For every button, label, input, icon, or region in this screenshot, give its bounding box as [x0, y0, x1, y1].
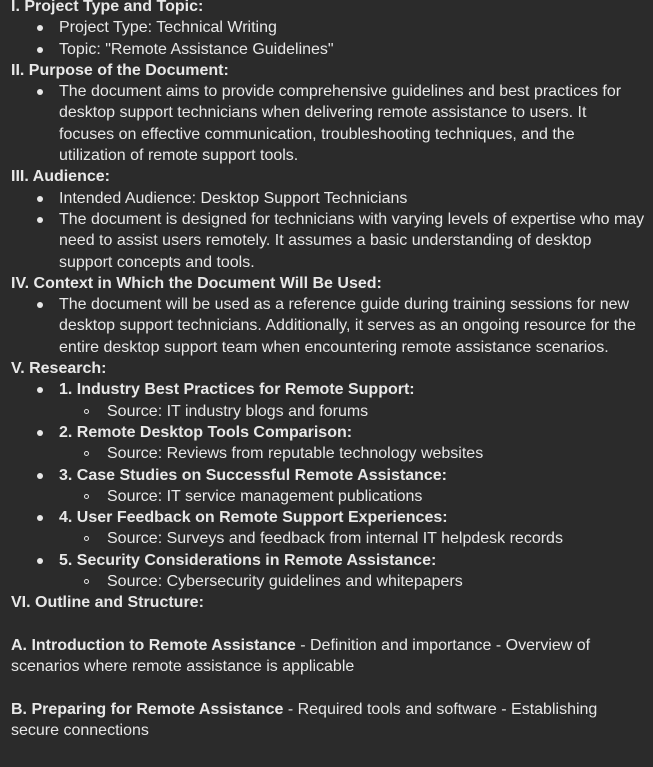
outline-lead: B. Preparing for Remote Assistance	[11, 700, 284, 718]
research-item	[11, 550, 645, 593]
list-item: The document is designed for technicians with varying levels of expertise who may need to assist users remotely. It assumes a basic understanding of desktop support concepts and tools.	[11, 209, 645, 273]
outline-paragraph	[11, 635, 645, 678]
research-source: Source: Reviews from reputable technology websites	[11, 443, 645, 464]
research-list	[11, 379, 645, 592]
list-item: The document aims to provide comprehensive guidelines and best practices for desktop support technicians when delivering remote assistance to users. It focuses on effective communication, troubleshooting techniques, and the utilization of remote support tools.	[11, 81, 645, 166]
list-item: The document will be used as a reference guide during training sessions for new desktop support technicians. Additionally, it serves as an ongoing resource for the entire desktop support team when encountering remote assistance scenarios.	[11, 294, 645, 358]
research-item	[11, 465, 645, 508]
spacer	[11, 614, 645, 635]
research-source: Source: IT service management publications	[11, 486, 645, 507]
section-heading-context: IV. Context in Which the Document Will Be Used:	[11, 274, 382, 292]
section-heading-project-type: I. Project Type and Topic:	[11, 0, 204, 15]
research-source: Source: Cybersecurity guidelines and whitepapers	[11, 571, 645, 592]
research-source: Source: IT industry blogs and forums	[11, 401, 645, 422]
outline-lead: A. Introduction to Remote Assistance	[11, 636, 296, 654]
section-heading-research: V. Research:	[11, 360, 107, 378]
list-item: Intended Audience: Desktop Support Technicians	[11, 188, 645, 209]
research-item-label: 2. Remote Desktop Tools Comparison:	[59, 423, 353, 441]
outline-text: - Required tools and software - Establishing secure connections	[11, 700, 598, 740]
project-type-list	[11, 17, 645, 60]
section-heading-outline: VI. Outline and Structure:	[11, 594, 204, 612]
research-item-label: 3. Case Studies on Successful Remote Assistance:	[59, 466, 447, 484]
outline-text: - Definition and importance - Overview of scenarios where remote assistance is applicable	[11, 636, 591, 676]
audience-list	[11, 188, 645, 273]
research-item	[11, 507, 645, 550]
context-list	[11, 294, 645, 358]
research-source: Source: Surveys and feedback from internal IT helpdesk records	[11, 528, 645, 549]
research-item	[11, 422, 645, 465]
list-item: Topic: "Remote Assistance Guidelines"	[11, 39, 645, 60]
research-item-label: 4. User Feedback on Remote Support Experiences:	[59, 509, 448, 527]
list-item: Project Type: Technical Writing	[11, 17, 645, 38]
spacer	[11, 678, 645, 699]
research-item-label: 5. Security Considerations in Remote Assistance:	[59, 551, 437, 569]
purpose-list	[11, 81, 645, 166]
research-item-label: 1. Industry Best Practices for Remote Support:	[59, 381, 415, 399]
outline-paragraph	[11, 699, 645, 742]
research-item	[11, 379, 645, 422]
section-heading-purpose: II. Purpose of the Document:	[11, 61, 229, 79]
section-heading-audience: III. Audience:	[11, 168, 110, 186]
